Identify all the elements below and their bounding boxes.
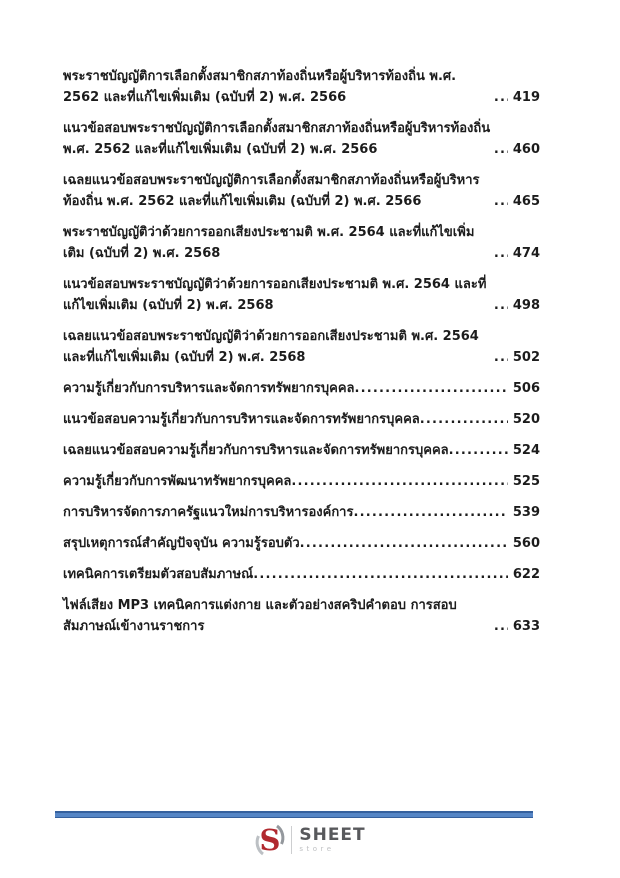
toc-entry (63, 66, 540, 108)
footer-divider-bar (55, 811, 533, 818)
toc-entry-page-number: 474 (512, 246, 540, 261)
table-of-contents (63, 66, 540, 647)
toc-entry-title: พระราชบัญญัติการเลือกตั้งสมาชิกสภาท้องถิ่นหรือผู้บริหารท้องถิ่น พ.ศ. 2562 และที่แก้ไขเพิ่มเติม (ฉบับที่ 2) พ.ศ. 2566 (63, 69, 457, 105)
toc-entry-page-number: 524 (512, 443, 540, 458)
toc-entry (63, 170, 540, 212)
toc-dot-leader (494, 347, 508, 368)
toc-entry (63, 409, 540, 430)
toc-dot-leader (420, 409, 508, 430)
footer-logo (0, 823, 620, 857)
toc-dot-leader (494, 616, 508, 637)
toc-entry-title: พระราชบัญญัติว่าด้วยการออกเสียงประชามติ พ.ศ. 2564 และที่แก้ไขเพิ่มเติม (ฉบับที่ 2) พ.ศ. 2568 (63, 225, 475, 261)
toc-entry-page-number: 560 (512, 536, 540, 551)
sheetstore-logo-icon (254, 823, 286, 857)
toc-entry-title: แนวข้อสอบความรู้เกี่ยวกับการบริหารและจัดการทรัพยากรบุคคล (63, 412, 420, 427)
toc-entry-title: แนวข้อสอบพระราชบัญญัติว่าด้วยการออกเสียงประชามติ พ.ศ. 2564 และที่แก้ไขเพิ่มเติม (ฉบับที่ 2) พ.ศ. 2568 (63, 277, 487, 313)
toc-entry (63, 378, 540, 399)
toc-entry-title: เฉลยแนวข้อสอบพระราชบัญญัติการเลือกตั้งสมาชิกสภาท้องถิ่นหรือผู้บริหารท้องถิ่น พ.ศ. 2562 และที่แก้ไขเพิ่มเติม (ฉบับที่ 2) พ.ศ. 2566 (63, 173, 480, 209)
toc-dot-leader (300, 533, 508, 554)
toc-entry (63, 326, 540, 368)
toc-dot-leader (354, 378, 507, 399)
toc-entry-page-number: 633 (512, 619, 540, 634)
logo-divider-line (291, 826, 292, 854)
toc-dot-leader (253, 564, 508, 585)
logo-brand-text: SHEET (299, 824, 366, 845)
toc-dot-leader (353, 502, 507, 523)
toc-entry-page-number: 419 (512, 90, 540, 105)
toc-entry (63, 533, 540, 554)
toc-entry-title: ไฟล์เสียง MP3 เทคนิคการแต่งกาย และตัวอย่างสคริปคำตอบ การสอบสัมภาษณ์เข้างานราชการ (63, 598, 457, 634)
toc-dot-leader (494, 191, 508, 212)
toc-entry (63, 440, 540, 461)
toc-entry-page-number: 502 (512, 350, 540, 365)
toc-entry-page-number: 520 (512, 412, 540, 427)
toc-entry-page-number: 498 (512, 298, 540, 313)
toc-entry (63, 274, 540, 316)
toc-entry-title: ความรู้เกี่ยวกับการพัฒนาทรัพยากรบุคคล (63, 474, 292, 489)
toc-entry-title: เฉลยแนวข้อสอบพระราชบัญญัติว่าด้วยการออกเสียงประชามติ พ.ศ. 2564 และที่แก้ไขเพิ่มเติม (ฉบับที่ 2) พ.ศ. 2568 (63, 329, 479, 365)
toc-dot-leader (449, 440, 508, 461)
logo-wordmark (299, 824, 366, 854)
toc-entry-title: สรุปเหตุการณ์สำคัญปัจจุบัน ความรู้รอบตัว (63, 536, 300, 551)
toc-entry (63, 595, 540, 637)
logo-sub-text: store (299, 844, 335, 853)
toc-entry-title: เทคนิคการเตรียมตัวสอบสัมภาษณ์ (63, 567, 254, 582)
toc-dot-leader (494, 139, 508, 160)
svg-text:S: S (259, 823, 281, 857)
toc-entry (63, 502, 540, 523)
toc-entry-title: ความรู้เกี่ยวกับการบริหารและจัดการทรัพยากรบุคคล (63, 381, 355, 396)
toc-entry-page-number: 460 (512, 142, 540, 157)
toc-entry-title: การบริหารจัดการภาครัฐแนวใหม่การบริหารองค์การ (63, 505, 354, 520)
toc-dot-leader (291, 471, 508, 492)
toc-entry-page-number: 539 (512, 505, 540, 520)
toc-entry-page-number: 465 (512, 194, 540, 209)
toc-dot-leader (494, 295, 508, 316)
toc-entry (63, 222, 540, 264)
toc-entry-title: เฉลยแนวข้อสอบความรู้เกี่ยวกับการบริหารและจัดการทรัพยากรบุคคล (63, 443, 449, 458)
toc-dot-leader (494, 87, 508, 108)
toc-entry-page-number: 525 (512, 474, 540, 489)
toc-entry (63, 564, 540, 585)
toc-entry-page-number: 506 (512, 381, 540, 396)
toc-dot-leader (494, 243, 508, 264)
toc-entry-page-number: 622 (512, 567, 540, 582)
toc-entry (63, 471, 540, 492)
toc-entry (63, 118, 540, 160)
toc-entry-title: แนวข้อสอบพระราชบัญญัติการเลือกตั้งสมาชิกสภาท้องถิ่นหรือผู้บริหารท้องถิ่น พ.ศ. 2562 และที่แก้ไขเพิ่มเติม (ฉบับที่ 2) พ.ศ. 2566 (63, 121, 491, 157)
